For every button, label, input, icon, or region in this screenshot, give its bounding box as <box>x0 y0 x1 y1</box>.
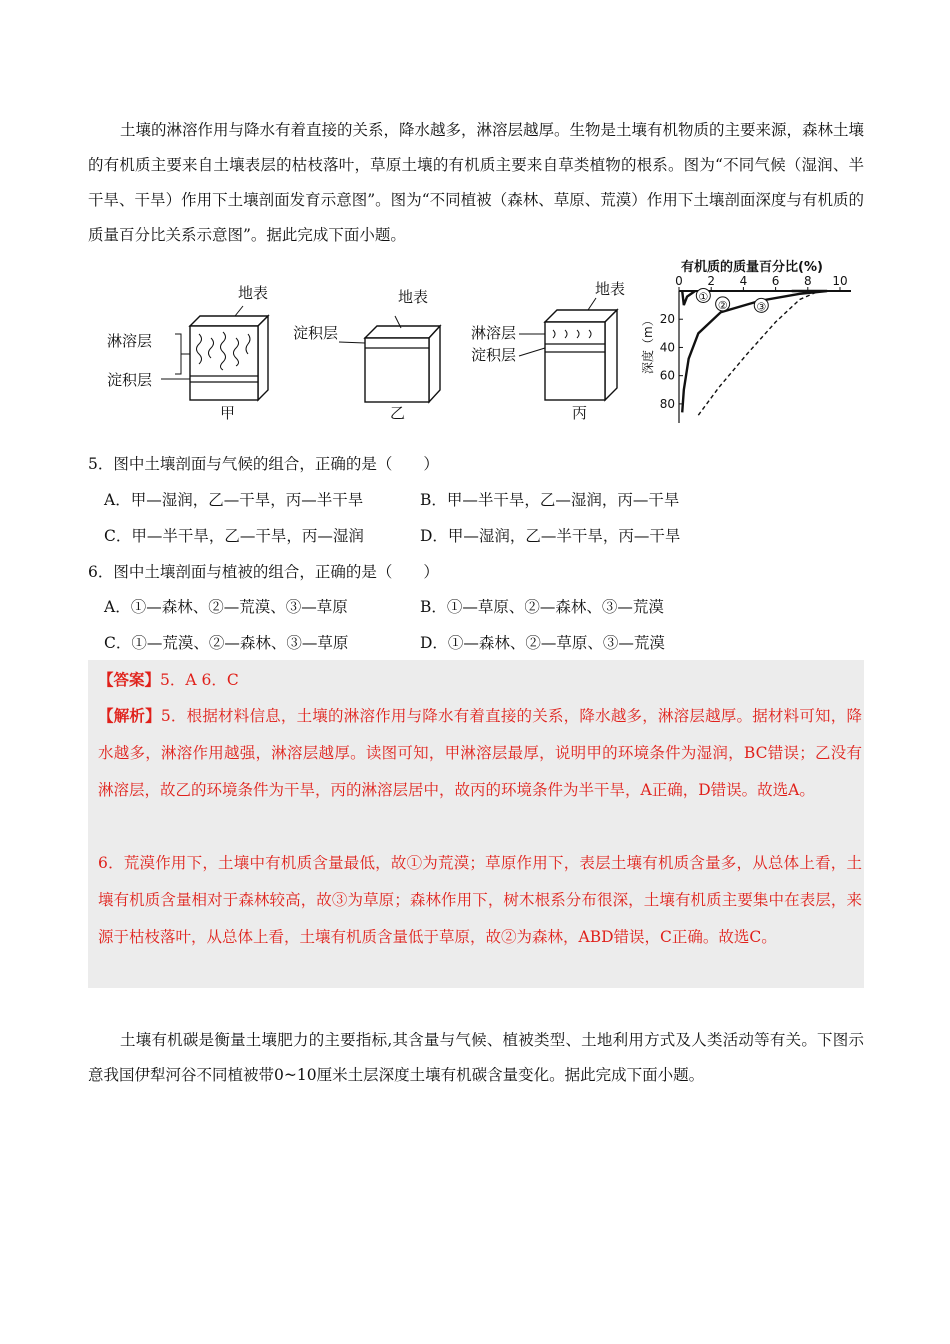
organic-matter-chart <box>640 259 851 423</box>
q5-option-c: C．甲—半干旱，乙—干旱，丙—湿润 <box>104 527 364 545</box>
analysis-5-text: 5．根据材料信息，土壤的淋溶作用与降水有着直接的关系，降水越多，淋溶层越厚。据材料可知，降水越多，淋溶作用越强，淋溶层越厚。读图可知，甲淋溶层最厚，说明甲的环境条件为湿润，BC错误；乙没有淋溶层，故乙的环境条件为干旱，丙的淋溶层居中，故丙的环境条件为半干旱，A正确，D错误。故选A。 <box>98 707 862 799</box>
leaching-label-3: 淋溶层 <box>471 324 517 342</box>
answer-label: 【答案】 <box>98 670 161 689</box>
q6-option-b: B．①—草原、②—森林、③—荒漠 <box>420 598 664 616</box>
analysis-5 <box>98 697 862 809</box>
x-tick-label: 8 <box>803 274 812 288</box>
question-5-stem: 5．图中土壤剖面与气候的组合，正确的是（ ） <box>88 455 439 473</box>
q6-option-c: C．①—荒漠、②—森林、③—草原 <box>104 634 349 652</box>
surface-label-1: 地表 <box>238 284 269 302</box>
profile-label-yi: 乙 <box>390 404 406 422</box>
q5-option-a: A．甲—湿润，乙—干旱，丙—半干旱 <box>104 491 364 509</box>
series-label-3: ③ <box>756 300 767 314</box>
x-tick-label: 0 <box>675 274 683 288</box>
leaching-label-1: 淋溶层 <box>107 332 153 350</box>
x-tick-label: 6 <box>771 274 780 288</box>
next-intro-paragraph: 土壤有机碳是衡量土壤肥力的主要指标,其含量与气候、植被类型、土地利用方式及人类活动等有关。下图示意我国伊犁河谷不同植被带0~10厘米土层深度土壤有机碳含量变化。据此完成下面小题。 <box>88 1031 864 1084</box>
x-tick-label: 10 <box>832 274 848 288</box>
y-tick-label: 60 <box>659 368 675 383</box>
y-tick-label: 40 <box>659 340 675 355</box>
y-tick-label: 20 <box>659 312 675 327</box>
chart-title: 有机质的质量百分比(%) <box>681 260 823 275</box>
q6-option-a: A．①—森林、②—荒漠、③—草原 <box>104 598 348 616</box>
profile-jia <box>107 284 268 422</box>
deposit-label-3: 淀积层 <box>471 346 517 364</box>
intro-paragraph: 土壤的淋溶作用与降水有着直接的关系，降水越多，淋溶层越厚。生物是土壤有机物质的主要来源，森林土壤的有机质主要来自土壤表层的枯枝落叶，草原土壤的有机质主要来自草类植物的根系。图为“不同气候（湿润、半干旱、干旱）作用下土壤剖面发育示意图”。图为“不同植被（森林、草原、荒漠）作用下土壤剖面深度与有机质的质量百分比关系示意图”。据此完成下面小题。 <box>88 121 865 244</box>
analysis-label: 【解析】 <box>98 706 161 725</box>
surface-label-3: 地表 <box>595 280 626 298</box>
profile-label-bing: 丙 <box>572 404 588 422</box>
deposit-label-1: 淀积层 <box>107 371 153 389</box>
surface-label-2: 地表 <box>398 288 429 306</box>
q5-option-d: D．甲—湿润，乙—半干旱，丙—干旱 <box>420 527 681 545</box>
profile-yi <box>293 288 440 422</box>
answer-text: 5．A 6．C <box>160 671 239 689</box>
profile-label-jia: 甲 <box>220 404 236 422</box>
analysis-6: 6．荒漠作用下，土壤中有机质含量最低，故①为荒漠；草原作用下，表层土壤有机质含量多，从总体上看，土壤有机质含量相对于森林较高，故③为草原；森林作用下，树木根系分布很深，土壤有机质主要集中在表层，来源于枯枝落叶，从总体上看，土壤有机质含量低于草原，故②为森林，ABD错误，C正确。故选C。 <box>98 854 862 946</box>
series-line-1 <box>682 291 695 305</box>
question-6-stem: 6．图中土壤剖面与植被的组合，正确的是（ ） <box>88 563 439 581</box>
y-tick-label: 80 <box>659 396 675 411</box>
series-label-1: ① <box>698 290 709 304</box>
deposit-label-2: 淀积层 <box>293 324 339 342</box>
q5-option-b: B．甲—半干旱，乙—湿润，丙—干旱 <box>420 491 680 509</box>
x-tick-label: 2 <box>707 274 716 288</box>
y-axis-label: 深度（m） <box>641 314 655 374</box>
series-line-2 <box>682 291 827 412</box>
x-tick-label: 4 <box>739 274 748 288</box>
series-label-2: ② <box>717 298 728 312</box>
answer-line <box>98 661 862 699</box>
soil-figure <box>95 258 870 430</box>
profile-bing <box>471 280 625 422</box>
q6-option-d: D．①—森林、②—草原、③—荒漠 <box>420 634 665 652</box>
